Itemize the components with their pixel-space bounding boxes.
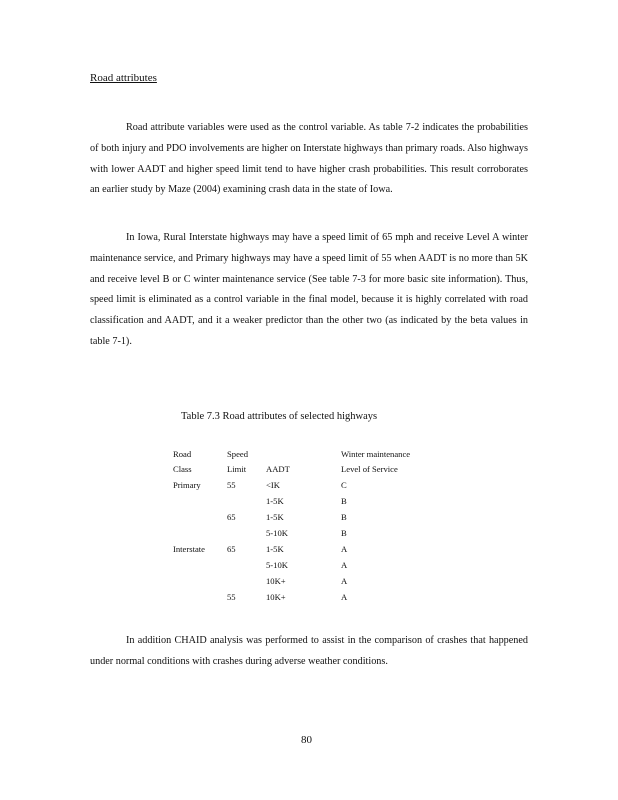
table-header-row-1 — [173, 449, 433, 463]
table-cell: B — [341, 496, 347, 506]
table-cell: Primary — [173, 480, 201, 490]
table-cell: A — [341, 592, 348, 602]
table-cell: A — [341, 544, 348, 554]
table-cell: 1-5K — [266, 496, 284, 506]
paragraph-chaid-analysis: In addition CHAID analysis was performed to assist in the comparison of crashes that happened under normal conditions with crashes during adverse weather conditions. — [90, 635, 528, 667]
table-caption: Table 7.3 Road attributes of selected highways — [181, 411, 378, 422]
table-row — [173, 512, 433, 526]
table-row — [173, 592, 433, 606]
table-cell: Interstate — [173, 544, 205, 554]
table-cell: 55 — [227, 480, 236, 490]
table-header-row-2 — [173, 464, 433, 478]
table-header-cell: Level of Service — [341, 464, 398, 474]
table-row — [173, 544, 433, 558]
table-row — [173, 560, 433, 574]
table-cell: <IK — [266, 480, 280, 490]
table-header-cell: AADT — [266, 464, 290, 474]
table-header-cell: Road — [173, 449, 192, 459]
table-cell: 55 — [227, 592, 236, 602]
table-cell: B — [341, 528, 347, 538]
page-number: 80 — [301, 734, 312, 746]
table-row — [173, 496, 433, 510]
table-row — [173, 528, 433, 542]
table-cell: 1-5K — [266, 512, 284, 522]
table-header-cell: Speed — [227, 449, 249, 459]
paragraph-iowa-speed-limits: In Iowa, Rural Interstate highways may have a speed limit of 65 mph and receive Level A winter maintenance service, and Primary highways may have a speed limit of 55 when AADT is no more than 5K and receive level B or C winter maintenance service (See table 7-3 for more basic site information). Thus, speed limit is eliminated as a control variable in the final model, because it is highly correlated with road classification and AADT, and it a weaker predictor than the other two (as indicated by the beta values in table 7-1). — [90, 232, 528, 347]
table-cell: A — [341, 576, 348, 586]
table-row — [173, 576, 433, 590]
table-cell: 65 — [227, 544, 236, 554]
table-cell: 10K+ — [266, 576, 286, 586]
paragraph-road-attributes: Road attribute variables were used as the control variable. As table 7-2 indicates the probabilities of both injury and PDO involvements are higher on Interstate highways than primary roads. Also highways with lower AADT and higher speed limit tend to have higher crash probabilities. This result corroborates an earlier study by Maze (2004) examining crash data in the state of Iowa. — [90, 122, 528, 196]
section-heading: Road attributes — [90, 72, 157, 84]
table-cell: 1-5K — [266, 544, 284, 554]
table-cell: A — [341, 560, 348, 570]
table-cell: 5-10K — [266, 528, 288, 538]
table-cell: 65 — [227, 512, 236, 522]
table-cell: C — [341, 480, 347, 490]
table-cell: 5-10K — [266, 560, 288, 570]
table-cell: 10K+ — [266, 592, 286, 602]
table-cell: B — [341, 512, 347, 522]
table-header-cell: Class — [173, 464, 192, 474]
table-row — [173, 480, 433, 494]
table-header-cell: Winter maintenance — [341, 449, 411, 459]
table-header-cell: Limit — [227, 464, 247, 474]
